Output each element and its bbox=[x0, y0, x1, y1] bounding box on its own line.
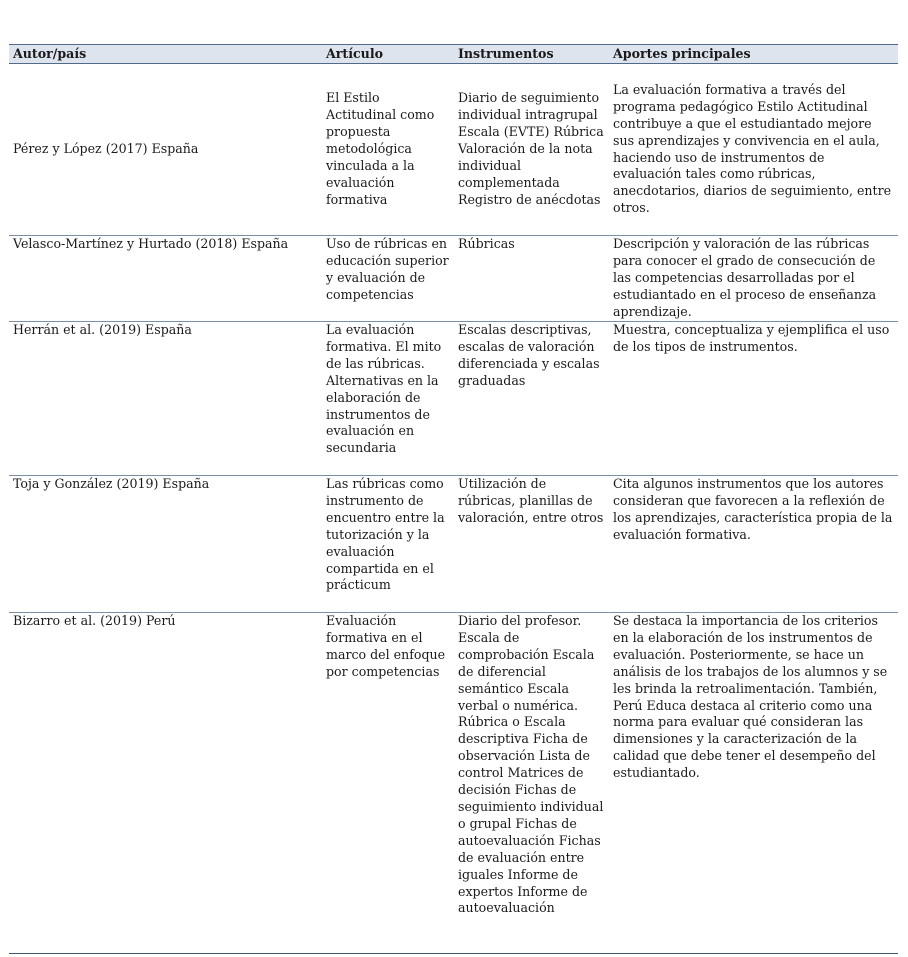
header-author: Autor/país bbox=[13, 46, 87, 61]
table-row bbox=[9, 236, 898, 322]
cell-article: Evaluación formativa en el marco del enfoque por competencias bbox=[326, 613, 446, 679]
cell-instruments: Diario del profesor. Escala de comprobación Escala de diferencial semántico Escala verbal o numérica. Rúbrica o Escala descriptiva Ficha de observación Lista de control Matrices de decisión Fichas de seguimiento individual o grupal Fichas de autoevaluación Fichas de evaluación entre iguales Informe de expertos Informe de autoevaluación bbox=[458, 613, 604, 916]
cell-contributions: La evaluación formativa a través del programa pedagógico Estilo Actitudinal contribuye a que el estudiantado mejore sus aprendizajes y convivencia en el aula, haciendo uso de instrumentos de evaluación tales como rúbricas, anecdotarios, diarios de seguimiento, entre otros. bbox=[613, 81, 892, 216]
cell-instruments: Diario de seguimiento individual intragrupal Escala (EVTE) Rúbrica Valoración de la nota individual complementada Registro de anécdotas bbox=[458, 90, 604, 207]
cell-author: Velasco-Martínez y Hurtado (2018) España bbox=[13, 236, 289, 251]
cell-author: Pérez y López (2017) España bbox=[13, 141, 199, 157]
table-row bbox=[9, 613, 898, 954]
cell-instruments: Escalas descriptivas, escalas de valoración diferenciada y escalas graduadas bbox=[458, 322, 600, 388]
cell-contributions: Descripción y valoración de las rúbricas para conocer el grado de consecución de las competencias desarrolladas por el estudiantado en el proceso de enseñanza aprendizaje. bbox=[613, 236, 877, 319]
cell-article: Uso de rúbricas en educación superior y evaluación de competencias bbox=[326, 236, 449, 302]
table-header-row bbox=[9, 45, 898, 64]
cell-article: Las rúbricas como instrumento de encuentro entre la tutorización y la evaluación compartida en el prácticum bbox=[326, 476, 445, 593]
cell-contributions: Muestra, conceptualiza y ejemplifica el uso de los tipos de instrumentos. bbox=[613, 322, 890, 354]
table-row bbox=[9, 476, 898, 613]
review-table bbox=[9, 44, 898, 954]
cell-instruments: Utilización de rúbricas, planillas de valoración, entre otros bbox=[458, 476, 604, 525]
header-instruments: Instrumentos bbox=[458, 46, 554, 61]
cell-author: Toja y González (2019) España bbox=[13, 476, 210, 491]
header-article: Artículo bbox=[326, 46, 384, 61]
table-row bbox=[9, 322, 898, 476]
cell-article: La evaluación formativa. El mito de las rúbricas. Alternativas en la elaboración de instrumentos de evaluación en secundaria bbox=[326, 322, 442, 456]
cell-instruments: Rúbricas bbox=[458, 236, 515, 251]
cell-author: Bizarro et al. (2019) Perú bbox=[13, 613, 176, 628]
cell-author: Herrán et al. (2019) España bbox=[13, 322, 192, 337]
cell-contributions: Cita algunos instrumentos que los autores consideran que favorecen a la reflexión de los aprendizajes, característica propia de la evaluación formativa. bbox=[613, 476, 893, 542]
table-row bbox=[9, 64, 898, 236]
header-contributions: Aportes principales bbox=[613, 46, 751, 61]
cell-article: El Estilo Actitudinal como propuesta metodológica vinculada a la evaluación formativa bbox=[326, 90, 435, 207]
cell-contributions: Se destaca la importancia de los criterios en la elaboración de los instrumentos de evaluación. Posteriormente, se hace un análisis de los trabajos de los alumnos y se les brinda la retroalimentación. También, Perú Educa destaca al criterio como una norma para evaluar qué consideran las dimensiones y la caracterización de la calidad que debe tener el desempeño del estudiantado. bbox=[613, 613, 888, 781]
